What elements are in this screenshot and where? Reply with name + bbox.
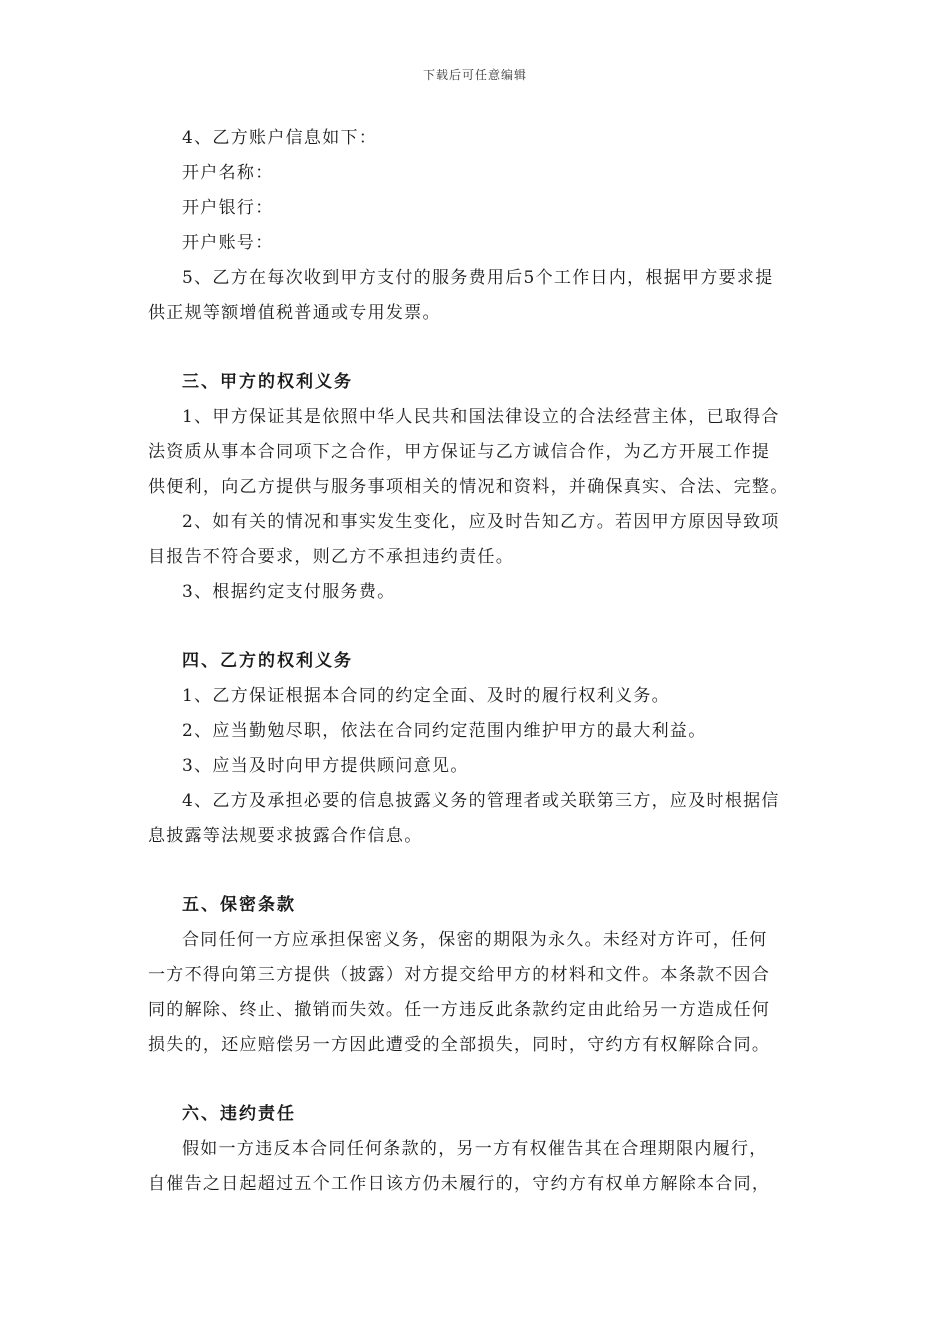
paragraph-line: 3、应当及时向甲方提供顾问意见。 xyxy=(182,756,469,776)
section-spacer xyxy=(148,610,808,644)
paragraph-line: 开户账号： xyxy=(182,233,274,253)
document-body xyxy=(148,121,808,1202)
paragraph-line: 息披露等法规要求披露合作信息。 xyxy=(148,826,423,846)
paragraph-line: 法资质从事本合同项下之合作，甲方保证与乙方诚信合作，为乙方开展工作提 xyxy=(148,442,771,462)
paragraph-line: 一方不得向第三方提供（披露）对方提交给甲方的材料和文件。本条款不因合 xyxy=(148,965,771,985)
paragraph-line: 1、甲方保证其是依照中华人民共和国法律设立的合法经营主体，已取得合 xyxy=(182,407,780,427)
page-header: 下载后可任意编辑 xyxy=(422,68,527,82)
paragraph-line: 假如一方违反本合同任何条款的，另一方有权催告其在合理期限内履行， xyxy=(182,1139,768,1159)
section-heading: 五、保密条款 xyxy=(182,895,296,915)
section-heading: 三、甲方的权利义务 xyxy=(182,372,353,392)
paragraph-line: 同的解除、终止、撤销而失效。任一方违反此条款约定由此给另一方造成任何 xyxy=(148,1000,771,1020)
paragraph-line: 1、乙方保证根据本合同的约定全面、及时的履行权利义务。 xyxy=(182,686,670,706)
paragraph-line: 5、乙方在每次收到甲方支付的服务费用后5个工作日内，根据甲方要求提 xyxy=(182,268,774,288)
section-spacer xyxy=(148,331,808,365)
section-heading: 六、违约责任 xyxy=(182,1104,296,1124)
paragraph-line: 2、应当勤勉尽职，依法在合同约定范围内维护甲方的最大利益。 xyxy=(182,721,707,741)
paragraph-line: 开户名称： xyxy=(182,163,274,183)
paragraph-line: 4、乙方账户信息如下： xyxy=(182,128,378,148)
paragraph-line: 3、根据约定支付服务费。 xyxy=(182,582,396,602)
paragraph-line: 供正规等额增值税普通或专用发票。 xyxy=(148,303,441,323)
paragraph-line: 目报告不符合要求，则乙方不承担违约责任。 xyxy=(148,547,514,567)
paragraph-line: 4、乙方及承担必要的信息披露义务的管理者或关联第三方，应及时根据信 xyxy=(182,791,780,811)
paragraph-line: 合同任何一方应承担保密义务，保密的期限为永久。未经对方许可，任何 xyxy=(182,930,768,950)
paragraph-line: 开户银行： xyxy=(182,198,274,218)
section-spacer xyxy=(148,1063,808,1097)
paragraph-line: 2、如有关的情况和事实发生变化，应及时告知乙方。若因甲方原因导致项 xyxy=(182,512,780,532)
section-heading: 四、乙方的权利义务 xyxy=(182,651,353,671)
section-spacer xyxy=(148,854,808,888)
paragraph-line: 自催告之日起超过五个工作日该方仍未履行的，守约方有权单方解除本合同， xyxy=(148,1174,771,1194)
paragraph-line: 损失的，还应赔偿另一方因此遭受的全部损失，同时，守约方有权解除合同。 xyxy=(148,1035,771,1055)
paragraph-line: 供便利，向乙方提供与服务事项相关的情况和资料，并确保真实、合法、完整。 xyxy=(148,477,789,497)
